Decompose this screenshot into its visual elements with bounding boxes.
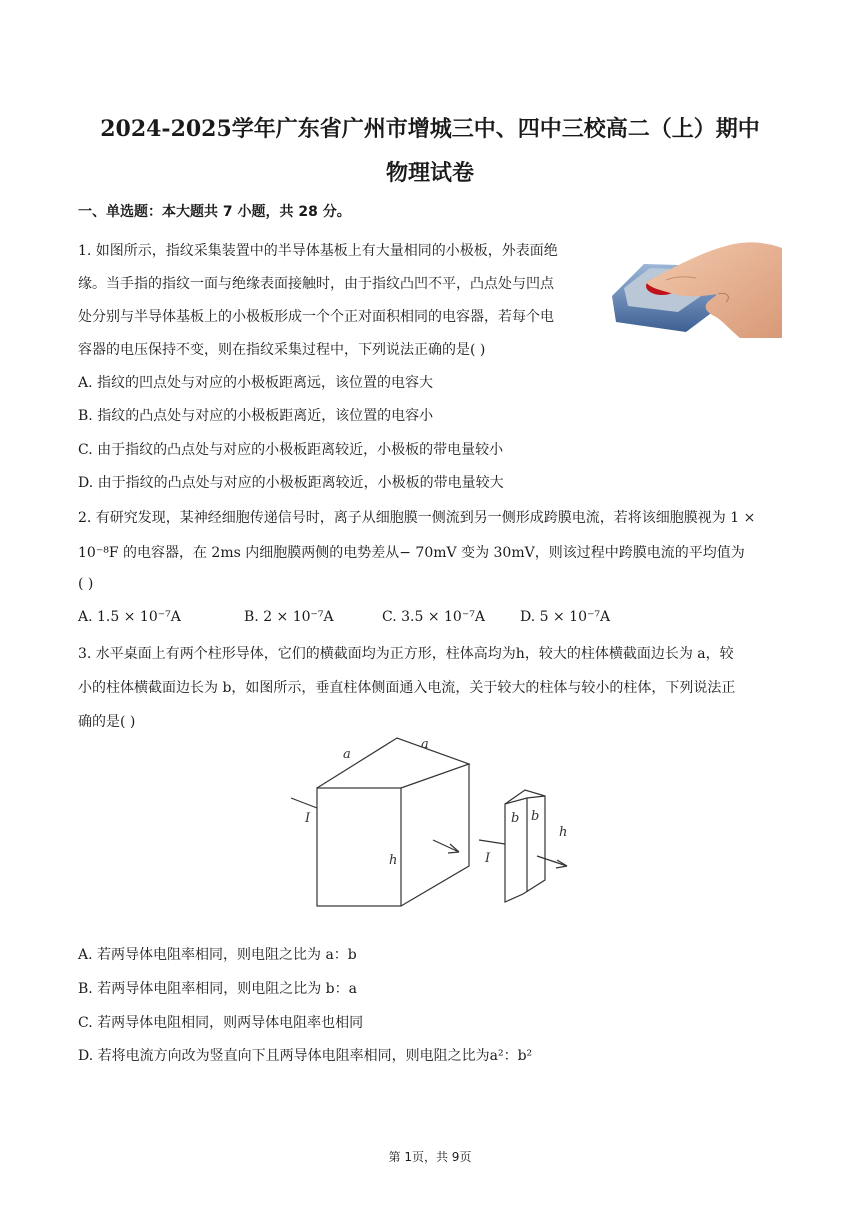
q2-options-row xyxy=(78,609,610,625)
label-a-right: a xyxy=(421,737,429,752)
q2-option-c: C. 3.5 × 10⁻⁷A xyxy=(382,609,485,625)
q1-line: 缘。当手指的指纹一面与绝缘表面接触时，由于指纹凸凹不平，凸点处与凹点 xyxy=(78,276,554,292)
q2-line: ( ) xyxy=(78,576,94,592)
q3-line: 3. 水平桌面上有两个柱形导体，它们的横截面均为正方形，柱体高均为h，较大的柱体横截面边长为 a，较 xyxy=(78,646,734,662)
section-heading: 一、单选题：本大题共 7 小题，共 28 分。 xyxy=(78,204,351,220)
exam-title-line2: 物理试卷 xyxy=(385,160,474,186)
q2-option-b: B. 2 × 10⁻⁷A xyxy=(244,609,334,625)
q2-line: 10⁻⁸F 的电容器，在 2ms 内细胞膜两侧的电势差从− 70mV 变为 30mV，则该过程中跨膜电流的平均值为 xyxy=(78,545,745,561)
q2-option-a: A. 1.5 × 10⁻⁷A xyxy=(78,609,181,625)
q1-line: 处分别与半导体基板上的小极板形成一个个正对面积相同的电容器，若每个电 xyxy=(78,309,554,325)
label-h-small: h xyxy=(559,825,568,840)
q1-line: 1. 如图所示，指纹采集装置中的半导体基板上有大量相同的小极板，外表面绝 xyxy=(78,243,558,259)
q1-option-d: D. 由于指纹的凸点处与对应的小极板距离较近，小极板的带电量较大 xyxy=(78,475,504,491)
fingerprint-scanner-image xyxy=(606,236,782,338)
small-prism xyxy=(505,790,545,902)
q2-line: 2. 有研究发现，某神经细胞传递信号时，离子从细胞膜一侧流到另一侧形成跨膜电流，若将该细胞膜视为 1 × xyxy=(78,510,756,526)
label-a-left: a xyxy=(343,747,351,762)
q1-option-b: B. 指纹的凸点处与对应的小极板距离近，该位置的电容小 xyxy=(78,408,434,424)
label-I-large: I xyxy=(305,811,311,826)
large-prism-front xyxy=(317,788,401,906)
conductor-prisms-figure xyxy=(285,732,585,910)
q3-option-d: D. 若将电流方向改为竖直向下且两导体电阻率相同，则电阻之比为a²：b² xyxy=(78,1048,533,1064)
large-prism-side xyxy=(401,764,469,906)
q3-line: 确的是( ) xyxy=(78,714,136,730)
q3-option-a: A. 若两导体电阻率相同，则电阻之比为 a：b xyxy=(78,947,357,963)
q1-option-a: A. 指纹的凹点处与对应的小极板距离远，该位置的电容大 xyxy=(78,375,434,391)
exam-title-line1: 2024-2025学年广东省广州市增城三中、四中三校高二（上）期中 xyxy=(100,116,760,142)
label-b-right: b xyxy=(531,809,540,824)
large-prism-top xyxy=(317,738,469,788)
q1-line: 容器的电压保持不变，则在指纹采集过程中，下列说法正确的是( ) xyxy=(78,342,486,358)
label-b-left: b xyxy=(511,811,520,826)
page-footer: 第 1页，共 9页 xyxy=(388,1150,472,1164)
label-h-large: h xyxy=(389,853,398,868)
label-I-small: I xyxy=(485,851,491,866)
q3-line: 小的柱体横截面边长为 b，如图所示，垂直柱体侧面通入电流，关于较大的柱体与较小的柱体，下列说法正 xyxy=(78,680,736,696)
q2-option-d: D. 5 × 10⁻⁷A xyxy=(520,609,611,625)
q3-option-c: C. 若两导体电阻相同，则两导体电阻率也相同 xyxy=(78,1015,364,1031)
q3-option-b: B. 若两导体电阻率相同，则电阻之比为 b：a xyxy=(78,981,357,997)
q1-option-c: C. 由于指纹的凸点处与对应的小极板距离较近，小极板的带电量较小 xyxy=(78,442,504,458)
